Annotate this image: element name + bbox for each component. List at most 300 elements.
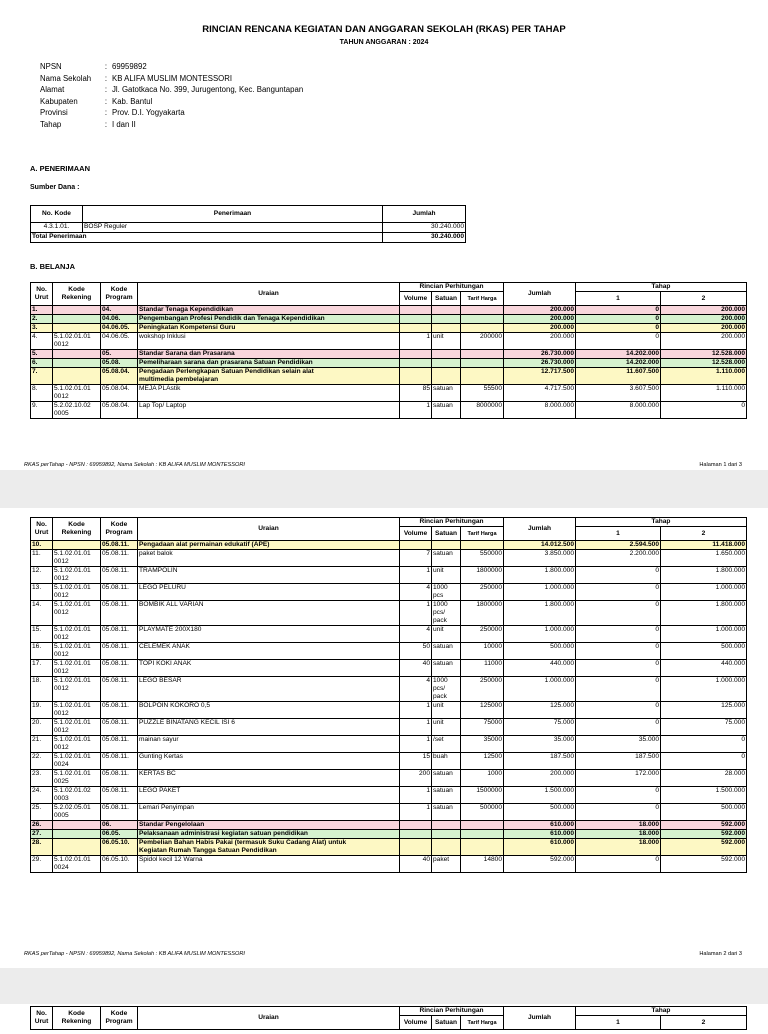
kode-rekening-cell (53, 368, 101, 385)
no-urut-cell: 12. (31, 567, 53, 584)
tahap-2-cell: 1.000.000 (661, 626, 747, 643)
tahap-2-cell: 592.000 (661, 856, 747, 873)
tahap-1-cell: 18.000 (576, 830, 661, 839)
tahap-2-cell: 592.000 (661, 830, 747, 839)
kode-rekening-cell: 5.2.02.05.01 0005 (53, 804, 101, 821)
uraian-cell: mainan sayur (138, 736, 400, 753)
kode-program-cell: 05.08.11. (101, 550, 138, 567)
tahap-2-cell: 500.000 (661, 804, 747, 821)
jumlah-cell: 187.500 (504, 753, 576, 770)
tahap-1-cell: 0 (576, 787, 661, 804)
kode-rekening-cell: 5.1.02.01.01 0012 (53, 584, 101, 601)
tahap-1-cell: 0 (576, 677, 661, 702)
identity-label: Nama Sekolah (40, 73, 92, 83)
header-tarif: Tarif Harga (461, 527, 504, 541)
kode-rekening-cell: 5.1.02.01.01 0025 (53, 770, 101, 787)
uraian-cell: Pengadaan Perlengkapan Satuan Pendidikan selain alat multimedia pembelajaran (138, 368, 400, 385)
header-kode-rekening: Kode Rekening (53, 518, 101, 541)
table-row (31, 333, 747, 350)
no-urut-cell: 24. (31, 787, 53, 804)
uraian-cell: Lap Top/ Laptop (138, 402, 400, 419)
satuan-cell (432, 350, 461, 359)
page-gap (0, 968, 768, 1004)
tarif-cell: 200000 (461, 333, 504, 350)
jumlah-cell: 200.000 (504, 306, 576, 315)
satuan-cell: 1000 pcs/ pack (432, 677, 461, 702)
kode-rekening-cell (53, 350, 101, 359)
document-subtitle: TAHUN ANGGARAN : 2024 (339, 39, 429, 46)
satuan-cell: satuan (432, 385, 461, 402)
satuan-cell (432, 830, 461, 839)
jumlah-cell: 26.730.000 (504, 350, 576, 359)
tarif-cell (461, 315, 504, 324)
tarif-cell: 550000 (461, 550, 504, 567)
kode-rekening-cell: 5.1.02.01.01 0012 (53, 333, 101, 350)
volume-cell: 1 (400, 719, 432, 736)
no-urut-cell: 28. (31, 839, 53, 856)
table-row (31, 541, 747, 550)
tahap-2-cell: 75.000 (661, 719, 747, 736)
uraian-cell: Standar Pengelolaan (138, 821, 400, 830)
tahap-2-cell: 440.000 (661, 660, 747, 677)
kode-program-cell: 06.05.10. (101, 839, 138, 856)
kode-program-cell: 05.08.11. (101, 787, 138, 804)
belanja-table (30, 282, 747, 419)
no-urut-cell: 14. (31, 601, 53, 626)
identity-colon: : (104, 73, 108, 83)
tahap-2-cell: 200.000 (661, 324, 747, 333)
volume-cell: 4 (400, 626, 432, 643)
header-penerimaan: Penerimaan (83, 206, 383, 223)
table-row (31, 677, 747, 702)
table-row (31, 567, 747, 584)
kode-rekening-cell (53, 315, 101, 324)
no-urut-cell: 16. (31, 643, 53, 660)
footer-left: RKAS perTahap - NPSN : 69959892, Nama Sekolah : KB ALIFA MUSLIM MONTESSORI (24, 951, 245, 957)
total-row (31, 233, 466, 243)
identity-row (40, 85, 303, 97)
volume-cell (400, 821, 432, 830)
table-row (31, 753, 747, 770)
header-kode-rekening: Kode Rekening (53, 1007, 101, 1030)
volume-cell (400, 839, 432, 856)
tahap-1-cell: 0 (576, 601, 661, 626)
table-row (31, 359, 747, 368)
tarif-cell: 250000 (461, 626, 504, 643)
satuan-cell: unit (432, 719, 461, 736)
tahap-2-cell: 125.000 (661, 702, 747, 719)
tahap-2-cell: 200.000 (661, 315, 747, 324)
volume-cell: 15 (400, 753, 432, 770)
table-row (31, 550, 747, 567)
kode-rekening-cell (53, 306, 101, 315)
tahap-2-cell: 1.000.000 (661, 677, 747, 702)
header-satuan: Satuan (432, 527, 461, 541)
jumlah-cell: 200.000 (504, 315, 576, 324)
no-urut-cell: 27. (31, 830, 53, 839)
uraian-cell: PUZZLE BINATANG KECIL ISI 6 (138, 719, 400, 736)
document-page-3 (0, 1004, 768, 1034)
uraian-cell: BOMBIK ALL VARIAN (138, 601, 400, 626)
tahap-2-cell: 200.000 (661, 306, 747, 315)
volume-cell: 200 (400, 770, 432, 787)
uraian-cell: CELEMEK ANAK (138, 643, 400, 660)
volume-cell (400, 368, 432, 385)
jumlah-cell: 30.240.000 (383, 223, 466, 233)
no-urut-cell: 23. (31, 770, 53, 787)
satuan-cell (432, 368, 461, 385)
volume-cell: 7 (400, 550, 432, 567)
tarif-cell (461, 306, 504, 315)
identity-colon: : (104, 85, 108, 94)
volume-cell: 1 (400, 736, 432, 753)
tahap-2-cell: 1.110.000 (661, 385, 747, 402)
jumlah-cell: 1.800.000 (504, 567, 576, 584)
jumlah-cell: 3.850.000 (504, 550, 576, 567)
tahap-1-cell: 0 (576, 315, 661, 324)
volume-cell: 1 (400, 702, 432, 719)
kode-program-cell: 05.08.04. (101, 368, 138, 385)
uraian-cell: paket balok (138, 550, 400, 567)
section-belanja-heading: B. BELANJA (30, 262, 76, 271)
no-urut-cell: 13. (31, 584, 53, 601)
jumlah-cell: 75.000 (504, 719, 576, 736)
tahap-1-cell: 0 (576, 626, 661, 643)
tarif-cell: 75000 (461, 719, 504, 736)
tahap-1-cell: 14.202.000 (576, 359, 661, 368)
tahap-2-cell: 1.000.000 (661, 584, 747, 601)
kode-program-cell: 05.08.11. (101, 567, 138, 584)
satuan-cell: satuan (432, 402, 461, 419)
jumlah-cell: 4.717.500 (504, 385, 576, 402)
uraian-cell: Peningkatan Kompetensi Guru (138, 324, 400, 333)
tahap-2-cell: 0 (661, 402, 747, 419)
kode-rekening-cell: 5.1.02.01.01 0012 (53, 702, 101, 719)
kode-program-cell: 05.08.04. (101, 402, 138, 419)
table-row (31, 804, 747, 821)
kode-program-cell: 05.08.11. (101, 677, 138, 702)
tarif-cell (461, 541, 504, 550)
no-urut-cell: 17. (31, 660, 53, 677)
volume-cell (400, 350, 432, 359)
kode-rekening-cell: 5.1.02.01.01 0012 (53, 567, 101, 584)
no-urut-cell: 21. (31, 736, 53, 753)
header-kode-program: Kode Program (101, 518, 138, 541)
kode-program-cell: 05. (101, 350, 138, 359)
jumlah-cell: 14.012.500 (504, 541, 576, 550)
tahap-1-cell: 0 (576, 584, 661, 601)
school-identity (40, 62, 303, 131)
uraian-cell: PLAYMATE 200X180 (138, 626, 400, 643)
table-row (31, 350, 747, 359)
tahap-2-cell: 12.528.000 (661, 350, 747, 359)
satuan-cell: satuan (432, 660, 461, 677)
satuan-cell (432, 839, 461, 856)
table-row (31, 856, 747, 873)
header-volume: Volume (400, 527, 432, 541)
no-urut-cell: 26. (31, 821, 53, 830)
tarif-cell: 1800000 (461, 567, 504, 584)
jumlah-cell: 610.000 (504, 839, 576, 856)
kode-program-cell: 05.08.11. (101, 601, 138, 626)
table-row (31, 368, 747, 385)
kode-program-cell: 04.06.05. (101, 333, 138, 350)
volume-cell (400, 541, 432, 550)
satuan-cell (432, 359, 461, 368)
kode-rekening-cell (53, 821, 101, 830)
header-rincian: Rincian Perhitungan (400, 1007, 504, 1016)
tahap-1-cell: 187.500 (576, 753, 661, 770)
uraian-cell: Pemeliharaan sarana dan prasarana Satuan Pendidikan (138, 359, 400, 368)
table-row (31, 223, 466, 233)
tahap-1-cell: 3.607.500 (576, 385, 661, 402)
no-urut-cell: 22. (31, 753, 53, 770)
jumlah-cell: 1.800.000 (504, 601, 576, 626)
header-tahap-1: 1 (576, 292, 661, 306)
header-jumlah: Jumlah (383, 206, 466, 223)
identity-row (40, 62, 303, 74)
tarif-cell (461, 839, 504, 856)
tahap-1-cell: 0 (576, 719, 661, 736)
page-gap (0, 470, 768, 508)
satuan-cell: satuan (432, 770, 461, 787)
tahap-1-cell: 0 (576, 306, 661, 315)
kode-rekening-cell: 5.1.02.01.01 0012 (53, 550, 101, 567)
jumlah-cell: 200.000 (504, 770, 576, 787)
tahap-2-cell: 1.800.000 (661, 601, 747, 626)
satuan-cell (432, 324, 461, 333)
table-row (31, 660, 747, 677)
tarif-cell: 8000000 (461, 402, 504, 419)
table-row (31, 626, 747, 643)
header-rincian: Rincian Perhitungan (400, 283, 504, 292)
kode-rekening-cell: 5.1.02.01.02 0003 (53, 787, 101, 804)
kode-program-cell: 06. (101, 821, 138, 830)
table-row (31, 315, 747, 324)
table-row (31, 821, 747, 830)
header-tarif: Tarif Harga (461, 292, 504, 306)
table-row (31, 643, 747, 660)
tahap-2-cell: 592.000 (661, 839, 747, 856)
table-row (31, 601, 747, 626)
jumlah-cell: 200.000 (504, 324, 576, 333)
satuan-cell: unit (432, 702, 461, 719)
jumlah-cell: 610.000 (504, 821, 576, 830)
header-no-urut: No. Urut (31, 518, 53, 541)
kode-program-cell: 05.08.11. (101, 702, 138, 719)
table-row (31, 324, 747, 333)
document-page-1 (0, 0, 768, 470)
tarif-cell: 12500 (461, 753, 504, 770)
tahap-1-cell: 0 (576, 660, 661, 677)
kode-rekening-cell: 5.1.02.01.01 0024 (53, 856, 101, 873)
no-urut-cell: 18. (31, 677, 53, 702)
uraian-cell: LEGO PELURU (138, 584, 400, 601)
no-urut-cell: 20. (31, 719, 53, 736)
kode-rekening-cell: 5.1.02.01.01 0012 (53, 719, 101, 736)
identity-label: Kabupaten (40, 96, 78, 106)
tahap-1-cell: 2.594.500 (576, 541, 661, 550)
header-uraian: Uraian (138, 518, 400, 541)
header-jumlah: Jumlah (504, 518, 576, 541)
header-kode-program: Kode Program (101, 283, 138, 306)
satuan-cell: satuan (432, 804, 461, 821)
kode-program-cell: 05.08.11. (101, 643, 138, 660)
satuan-cell: unit (432, 626, 461, 643)
table-row (31, 702, 747, 719)
kode-rekening-cell (53, 839, 101, 856)
kode-rekening-cell: 5.1.02.01.01 0012 (53, 677, 101, 702)
volume-cell: 40 (400, 660, 432, 677)
jumlah-cell: 610.000 (504, 830, 576, 839)
uraian-cell: TRAMPOLIN (138, 567, 400, 584)
satuan-cell: paket (432, 856, 461, 873)
jumlah-cell: 500.000 (504, 643, 576, 660)
tahap-1-cell: 2.200.000 (576, 550, 661, 567)
kode-program-cell: 04.06. (101, 315, 138, 324)
tahap-1-cell: 18.000 (576, 821, 661, 830)
table-row (31, 719, 747, 736)
identity-value: I dan II (112, 119, 136, 129)
table-row (31, 306, 747, 315)
uraian-cell: LEGO PAKET (138, 787, 400, 804)
identity-value: Prov. D.I. Yogyakarta (112, 108, 185, 117)
tahap-2-cell: 12.528.000 (661, 359, 747, 368)
uraian-cell: Pengembangan Profesi Pendidik dan Tenaga Kependidikan (138, 315, 400, 324)
document-page-2 (0, 508, 768, 968)
header-tahap: Tahap (576, 518, 747, 527)
kode-rekening-cell (53, 324, 101, 333)
satuan-cell: unit (432, 567, 461, 584)
jumlah-cell: 592.000 (504, 856, 576, 873)
tarif-cell (461, 830, 504, 839)
tahap-2-cell: 0 (661, 736, 747, 753)
footer-page-number: Halaman 2 dari 3 (699, 951, 742, 957)
kode-program-cell: 05.08.11. (101, 660, 138, 677)
tarif-cell: 11000 (461, 660, 504, 677)
tahap-2-cell: 1.500.000 (661, 787, 747, 804)
tahap-2-cell: 200.000 (661, 333, 747, 350)
kode-program-cell: 05.08.11. (101, 626, 138, 643)
no-urut-cell: 2. (31, 315, 53, 324)
header-uraian: Uraian (138, 1007, 400, 1030)
header-tahap: Tahap (576, 1007, 747, 1016)
no-urut-cell: 8. (31, 385, 53, 402)
total-label: Total Penerimaan (31, 233, 383, 243)
no-urut-cell: 7. (31, 368, 53, 385)
tahap-1-cell: 0 (576, 567, 661, 584)
penerimaan-table (30, 205, 466, 243)
uraian-cell: Spidol kecil 12 Warna (138, 856, 400, 873)
tahap-1-cell: 11.607.500 (576, 368, 661, 385)
header-uraian: Uraian (138, 283, 400, 306)
tarif-cell: 1800000 (461, 601, 504, 626)
tahap-1-cell: 0 (576, 333, 661, 350)
tahap-1-cell: 0 (576, 702, 661, 719)
jumlah-cell: 1.000.000 (504, 677, 576, 702)
jumlah-cell: 1.000.000 (504, 584, 576, 601)
no-urut-cell: 9. (31, 402, 53, 419)
jumlah-cell: 200.000 (504, 333, 576, 350)
satuan-cell (432, 315, 461, 324)
tarif-cell (461, 350, 504, 359)
uraian-cell: Standar Sarana dan Prasarana (138, 350, 400, 359)
kode-cell: 4.3.1.01. (31, 223, 83, 233)
volume-cell: 4 (400, 677, 432, 702)
tahap-1-cell: 0 (576, 856, 661, 873)
volume-cell: 1 (400, 601, 432, 626)
header-no-kode: No. Kode (31, 206, 83, 223)
uraian-cell: Pelaksanaan administrasi kegiatan satuan pendidikan (138, 830, 400, 839)
tahap-1-cell: 0 (576, 643, 661, 660)
kode-program-cell: 05.08.04. (101, 385, 138, 402)
header-no-urut: No. Urut (31, 1007, 53, 1030)
tahap-2-cell: 592.000 (661, 821, 747, 830)
satuan-cell: satuan (432, 787, 461, 804)
identity-row (40, 120, 303, 132)
section-penerimaan-heading: A. PENERIMAAN (30, 164, 91, 173)
identity-value: Kab. Bantul (112, 96, 153, 106)
tarif-cell (461, 324, 504, 333)
kode-rekening-cell: 5.1.02.01.01 0012 (53, 601, 101, 626)
uraian-cell: Pembelian Bahan Habis Pakai (termasuk Suku Cadang Alat) untuk Kegiatan Rumah Tangga Satuan Pendidikan (138, 839, 400, 856)
uraian-cell: wokshop Inklusi (138, 333, 400, 350)
kode-program-cell: 05.08.11. (101, 770, 138, 787)
tahap-2-cell: 28.000 (661, 770, 747, 787)
satuan-cell (432, 306, 461, 315)
no-urut-cell: 11. (31, 550, 53, 567)
tarif-cell (461, 821, 504, 830)
kode-rekening-cell: 5.1.02.01.01 0024 (53, 753, 101, 770)
footer-page-number: Halaman 1 dari 3 (699, 462, 742, 468)
belanja-table (30, 1006, 747, 1030)
kode-rekening-cell: 5.1.02.01.01 0012 (53, 660, 101, 677)
tahap-2-cell: 1.650.000 (661, 550, 747, 567)
satuan-cell: 1000 pcs/ pack (432, 601, 461, 626)
header-no-urut: No. Urut (31, 283, 53, 306)
satuan-cell: unit (432, 333, 461, 350)
no-urut-cell: 1. (31, 306, 53, 315)
table-row (31, 584, 747, 601)
table-row (31, 736, 747, 753)
tahap-2-cell: 500.000 (661, 643, 747, 660)
header-tahap-2: 2 (661, 1016, 747, 1030)
identity-row (40, 74, 303, 86)
header-tahap-1: 1 (576, 527, 661, 541)
no-urut-cell: 4. (31, 333, 53, 350)
tarif-cell: 1000 (461, 770, 504, 787)
total-value: 30.240.000 (383, 233, 466, 243)
volume-cell: 1 (400, 804, 432, 821)
no-urut-cell: 19. (31, 702, 53, 719)
volume-cell (400, 306, 432, 315)
kode-program-cell: 04.06.05. (101, 324, 138, 333)
no-urut-cell: 5. (31, 350, 53, 359)
uraian-cell: TOPI KOKI ANAK (138, 660, 400, 677)
tarif-cell: 500000 (461, 804, 504, 821)
identity-colon: : (104, 119, 108, 129)
volume-cell: 1 (400, 333, 432, 350)
kode-program-cell: 05.08.11. (101, 719, 138, 736)
identity-colon: : (104, 96, 108, 106)
volume-cell: 1 (400, 567, 432, 584)
kode-program-cell: 04. (101, 306, 138, 315)
identity-label: NPSN (40, 62, 62, 71)
tahap-1-cell: 8.000.000 (576, 402, 661, 419)
jumlah-cell: 500.000 (504, 804, 576, 821)
identity-row (40, 108, 303, 120)
volume-cell (400, 324, 432, 333)
